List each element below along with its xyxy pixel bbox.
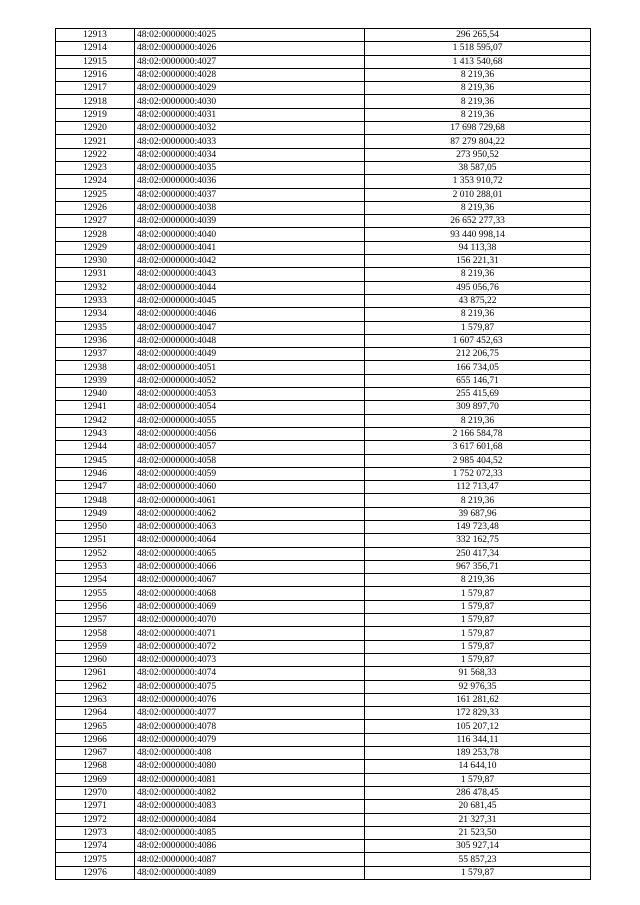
cadastral-value-cell: 1 579,87 xyxy=(365,614,591,627)
row-number-cell: 12917 xyxy=(56,82,135,95)
row-number-cell: 12976 xyxy=(56,866,135,879)
cadastral-number-cell: 48:02:0000000:4037 xyxy=(135,188,365,201)
cadastral-number-cell: 48:02:0000000:4028 xyxy=(135,68,365,81)
table-row xyxy=(56,294,591,307)
row-number-cell: 12959 xyxy=(56,640,135,653)
cadastral-number-cell: 48:02:0000000:4029 xyxy=(135,82,365,95)
cadastral-number-cell: 48:02:0000000:4039 xyxy=(135,215,365,228)
cadastral-number-cell: 48:02:0000000:4046 xyxy=(135,308,365,321)
cadastral-value-cell: 8 219,36 xyxy=(365,108,591,121)
row-number-cell: 12946 xyxy=(56,467,135,480)
cadastral-number-cell: 48:02:0000000:4076 xyxy=(135,693,365,706)
row-number-cell: 12957 xyxy=(56,614,135,627)
cadastral-number-cell: 48:02:0000000:4040 xyxy=(135,228,365,241)
cadastral-value-cell: 94 113,38 xyxy=(365,241,591,254)
cadastral-value-cell: 655 146,71 xyxy=(365,374,591,387)
row-number-cell: 12915 xyxy=(56,55,135,68)
cadastral-number-cell: 48:02:0000000:4027 xyxy=(135,55,365,68)
row-number-cell: 12922 xyxy=(56,148,135,161)
cadastral-value-cell: 255 415,69 xyxy=(365,388,591,401)
cadastral-value-cell: 273 950,52 xyxy=(365,148,591,161)
table-row xyxy=(56,866,591,879)
cadastral-number-cell: 48:02:0000000:4052 xyxy=(135,374,365,387)
cadastral-value-cell: 116 344,11 xyxy=(365,733,591,746)
cadastral-value-cell: 296 265,54 xyxy=(365,29,591,42)
cadastral-number-cell: 48:02:0000000:4041 xyxy=(135,241,365,254)
table-body xyxy=(56,29,591,880)
row-number-cell: 12955 xyxy=(56,587,135,600)
row-number-cell: 12934 xyxy=(56,308,135,321)
row-number-cell: 12973 xyxy=(56,826,135,839)
row-number-cell: 12930 xyxy=(56,255,135,268)
row-number-cell: 12970 xyxy=(56,786,135,799)
row-number-cell: 12916 xyxy=(56,68,135,81)
cadastral-value-table xyxy=(55,28,591,880)
cadastral-value-cell: 1 413 540,68 xyxy=(365,55,591,68)
row-number-cell: 12938 xyxy=(56,361,135,374)
cadastral-number-cell: 48:02:0000000:4080 xyxy=(135,760,365,773)
cadastral-value-cell: 93 440 998,14 xyxy=(365,228,591,241)
row-number-cell: 12951 xyxy=(56,534,135,547)
cadastral-number-cell: 48:02:0000000:4085 xyxy=(135,826,365,839)
cadastral-number-cell: 48:02:0000000:4032 xyxy=(135,122,365,135)
table-row xyxy=(56,786,591,799)
row-number-cell: 12954 xyxy=(56,574,135,587)
table-row xyxy=(56,414,591,427)
row-number-cell: 12965 xyxy=(56,720,135,733)
table-row xyxy=(56,148,591,161)
cadastral-value-cell: 161 281,62 xyxy=(365,693,591,706)
row-number-cell: 12928 xyxy=(56,228,135,241)
table-row xyxy=(56,773,591,786)
cadastral-value-cell: 250 417,34 xyxy=(365,547,591,560)
cadastral-value-cell: 1 579,87 xyxy=(365,866,591,879)
table-row xyxy=(56,308,591,321)
cadastral-number-cell: 48:02:0000000:4064 xyxy=(135,534,365,547)
table-row xyxy=(56,520,591,533)
cadastral-number-cell: 48:02:0000000:4033 xyxy=(135,135,365,148)
cadastral-value-cell: 967 356,71 xyxy=(365,560,591,573)
cadastral-value-cell: 332 162,75 xyxy=(365,534,591,547)
table-row xyxy=(56,760,591,773)
cadastral-number-cell: 48:02:0000000:4053 xyxy=(135,388,365,401)
cadastral-value-cell: 309 897,70 xyxy=(365,401,591,414)
cadastral-value-cell: 14 644,10 xyxy=(365,760,591,773)
cadastral-value-cell: 2 985 404,52 xyxy=(365,454,591,467)
table-row xyxy=(56,334,591,347)
table-row xyxy=(56,733,591,746)
table-row xyxy=(56,374,591,387)
cadastral-value-cell: 1 607 452,63 xyxy=(365,334,591,347)
table-row xyxy=(56,614,591,627)
table-row xyxy=(56,55,591,68)
cadastral-value-cell: 8 219,36 xyxy=(365,268,591,281)
cadastral-number-cell: 48:02:0000000:4030 xyxy=(135,95,365,108)
table-row xyxy=(56,800,591,813)
cadastral-number-cell: 48:02:0000000:4075 xyxy=(135,680,365,693)
row-number-cell: 12942 xyxy=(56,414,135,427)
cadastral-number-cell: 48:02:0000000:4069 xyxy=(135,600,365,613)
table-row xyxy=(56,707,591,720)
cadastral-number-cell: 48:02:0000000:4038 xyxy=(135,201,365,214)
row-number-cell: 12932 xyxy=(56,281,135,294)
cadastral-value-cell: 1 353 910,72 xyxy=(365,175,591,188)
table-row xyxy=(56,201,591,214)
table-row xyxy=(56,853,591,866)
table-row xyxy=(56,388,591,401)
cadastral-number-cell: 48:02:0000000:4051 xyxy=(135,361,365,374)
table-row xyxy=(56,122,591,135)
cadastral-value-cell: 156 221,31 xyxy=(365,255,591,268)
cadastral-number-cell: 48:02:0000000:4081 xyxy=(135,773,365,786)
cadastral-number-cell: 48:02:0000000:4045 xyxy=(135,294,365,307)
table-row xyxy=(56,108,591,121)
cadastral-value-cell: 1 579,87 xyxy=(365,600,591,613)
cadastral-number-cell: 48:02:0000000:4084 xyxy=(135,813,365,826)
cadastral-value-cell: 38 587,05 xyxy=(365,161,591,174)
cadastral-value-cell: 1 518 595,07 xyxy=(365,42,591,55)
row-number-cell: 12913 xyxy=(56,29,135,42)
table-row xyxy=(56,215,591,228)
row-number-cell: 12919 xyxy=(56,108,135,121)
cadastral-number-cell: 48:02:0000000:4078 xyxy=(135,720,365,733)
cadastral-number-cell: 48:02:0000000:4060 xyxy=(135,481,365,494)
table-row xyxy=(56,494,591,507)
cadastral-value-cell: 1 579,87 xyxy=(365,587,591,600)
cadastral-value-cell: 43 875,22 xyxy=(365,294,591,307)
table-row xyxy=(56,720,591,733)
row-number-cell: 12945 xyxy=(56,454,135,467)
cadastral-number-cell: 48:02:0000000:4072 xyxy=(135,640,365,653)
cadastral-number-cell: 48:02:0000000:4061 xyxy=(135,494,365,507)
cadastral-number-cell: 48:02:0000000:4059 xyxy=(135,467,365,480)
cadastral-number-cell: 48:02:0000000:4055 xyxy=(135,414,365,427)
cadastral-value-cell: 1 579,87 xyxy=(365,640,591,653)
cadastral-number-cell: 48:02:0000000:4079 xyxy=(135,733,365,746)
cadastral-number-cell: 48:02:0000000:4074 xyxy=(135,667,365,680)
table-row xyxy=(56,188,591,201)
row-number-cell: 12974 xyxy=(56,840,135,853)
cadastral-number-cell: 48:02:0000000:4068 xyxy=(135,587,365,600)
cadastral-number-cell: 48:02:0000000:4058 xyxy=(135,454,365,467)
row-number-cell: 12933 xyxy=(56,294,135,307)
cadastral-number-cell: 48:02:0000000:4070 xyxy=(135,614,365,627)
table-row xyxy=(56,507,591,520)
row-number-cell: 12944 xyxy=(56,441,135,454)
row-number-cell: 12941 xyxy=(56,401,135,414)
row-number-cell: 12967 xyxy=(56,747,135,760)
table-row xyxy=(56,587,591,600)
row-number-cell: 12975 xyxy=(56,853,135,866)
row-number-cell: 12921 xyxy=(56,135,135,148)
table-row xyxy=(56,454,591,467)
cadastral-value-cell: 1 579,87 xyxy=(365,773,591,786)
cadastral-number-cell: 48:02:0000000:4077 xyxy=(135,707,365,720)
table-row xyxy=(56,427,591,440)
cadastral-value-cell: 112 713,47 xyxy=(365,481,591,494)
cadastral-number-cell: 48:02:0000000:4062 xyxy=(135,507,365,520)
row-number-cell: 12936 xyxy=(56,334,135,347)
cadastral-value-cell: 8 219,36 xyxy=(365,82,591,95)
cadastral-number-cell: 48:02:0000000:4065 xyxy=(135,547,365,560)
table-row xyxy=(56,68,591,81)
cadastral-value-cell: 8 219,36 xyxy=(365,414,591,427)
table-row xyxy=(56,161,591,174)
row-number-cell: 12961 xyxy=(56,667,135,680)
table-row xyxy=(56,241,591,254)
cadastral-value-cell: 92 976,35 xyxy=(365,680,591,693)
row-number-cell: 12953 xyxy=(56,560,135,573)
row-number-cell: 12971 xyxy=(56,800,135,813)
cadastral-value-cell: 2 166 584,78 xyxy=(365,427,591,440)
row-number-cell: 12920 xyxy=(56,122,135,135)
row-number-cell: 12960 xyxy=(56,653,135,666)
table-row xyxy=(56,29,591,42)
table-row xyxy=(56,826,591,839)
cadastral-number-cell: 48:02:0000000:4087 xyxy=(135,853,365,866)
table-row xyxy=(56,534,591,547)
cadastral-number-cell: 48:02:0000000:4043 xyxy=(135,268,365,281)
row-number-cell: 12949 xyxy=(56,507,135,520)
cadastral-number-cell: 48:02:0000000:4034 xyxy=(135,148,365,161)
table-row xyxy=(56,627,591,640)
cadastral-value-cell: 8 219,36 xyxy=(365,201,591,214)
row-number-cell: 12914 xyxy=(56,42,135,55)
row-number-cell: 12935 xyxy=(56,321,135,334)
table-row xyxy=(56,95,591,108)
cadastral-value-cell: 172 829,33 xyxy=(365,707,591,720)
cadastral-value-cell: 212 206,75 xyxy=(365,348,591,361)
cadastral-value-cell: 17 698 729,68 xyxy=(365,122,591,135)
cadastral-number-cell: 48:02:0000000:4063 xyxy=(135,520,365,533)
row-number-cell: 12950 xyxy=(56,520,135,533)
row-number-cell: 12952 xyxy=(56,547,135,560)
cadastral-value-cell: 91 568,33 xyxy=(365,667,591,680)
cadastral-number-cell: 48:02:0000000:4073 xyxy=(135,653,365,666)
table-row xyxy=(56,693,591,706)
table-row xyxy=(56,441,591,454)
cadastral-value-cell: 495 056,76 xyxy=(365,281,591,294)
cadastral-value-cell: 1 579,87 xyxy=(365,321,591,334)
row-number-cell: 12963 xyxy=(56,693,135,706)
cadastral-number-cell: 48:02:0000000:4042 xyxy=(135,255,365,268)
cadastral-number-cell: 48:02:0000000:4054 xyxy=(135,401,365,414)
cadastral-number-cell: 48:02:0000000:4067 xyxy=(135,574,365,587)
cadastral-value-cell: 189 253,78 xyxy=(365,747,591,760)
table-row xyxy=(56,268,591,281)
table-row xyxy=(56,228,591,241)
cadastral-number-cell: 48:02:0000000:4047 xyxy=(135,321,365,334)
cadastral-number-cell: 48:02:0000000:4066 xyxy=(135,560,365,573)
cadastral-value-cell: 20 681,45 xyxy=(365,800,591,813)
cadastral-number-cell: 48:02:0000000:4036 xyxy=(135,175,365,188)
cadastral-number-cell: 48:02:0000000:408 xyxy=(135,747,365,760)
cadastral-number-cell: 48:02:0000000:4056 xyxy=(135,427,365,440)
cadastral-value-cell: 21 327,31 xyxy=(365,813,591,826)
row-number-cell: 12931 xyxy=(56,268,135,281)
row-number-cell: 12972 xyxy=(56,813,135,826)
table-row xyxy=(56,600,591,613)
cadastral-number-cell: 48:02:0000000:4071 xyxy=(135,627,365,640)
cadastral-value-cell: 1 752 072,33 xyxy=(365,467,591,480)
cadastral-number-cell: 48:02:0000000:4026 xyxy=(135,42,365,55)
row-number-cell: 12947 xyxy=(56,481,135,494)
cadastral-number-cell: 48:02:0000000:4035 xyxy=(135,161,365,174)
table-row xyxy=(56,348,591,361)
cadastral-value-cell: 26 652 277,33 xyxy=(365,215,591,228)
row-number-cell: 12929 xyxy=(56,241,135,254)
row-number-cell: 12958 xyxy=(56,627,135,640)
cadastral-value-cell: 1 579,87 xyxy=(365,627,591,640)
row-number-cell: 12956 xyxy=(56,600,135,613)
table-row xyxy=(56,82,591,95)
table-row xyxy=(56,135,591,148)
table-row xyxy=(56,813,591,826)
row-number-cell: 12937 xyxy=(56,348,135,361)
cadastral-number-cell: 48:02:0000000:4086 xyxy=(135,840,365,853)
cadastral-value-cell: 2 010 288,01 xyxy=(365,188,591,201)
cadastral-value-cell: 39 687,96 xyxy=(365,507,591,520)
row-number-cell: 12943 xyxy=(56,427,135,440)
cadastral-number-cell: 48:02:0000000:4083 xyxy=(135,800,365,813)
table-row xyxy=(56,321,591,334)
cadastral-value-cell: 87 279 804,22 xyxy=(365,135,591,148)
cadastral-number-cell: 48:02:0000000:4025 xyxy=(135,29,365,42)
cadastral-number-cell: 48:02:0000000:4089 xyxy=(135,866,365,879)
cadastral-value-cell: 1 579,87 xyxy=(365,653,591,666)
cadastral-number-cell: 48:02:0000000:4057 xyxy=(135,441,365,454)
row-number-cell: 12964 xyxy=(56,707,135,720)
table-row xyxy=(56,547,591,560)
table-row xyxy=(56,467,591,480)
row-number-cell: 12925 xyxy=(56,188,135,201)
table-row xyxy=(56,361,591,374)
table-row xyxy=(56,653,591,666)
row-number-cell: 12969 xyxy=(56,773,135,786)
row-number-cell: 12924 xyxy=(56,175,135,188)
cadastral-value-cell: 8 219,36 xyxy=(365,494,591,507)
table-row xyxy=(56,747,591,760)
table-row xyxy=(56,481,591,494)
table-row xyxy=(56,667,591,680)
table-row xyxy=(56,840,591,853)
table-row xyxy=(56,574,591,587)
cadastral-value-cell: 286 478,45 xyxy=(365,786,591,799)
cadastral-number-cell: 48:02:0000000:4044 xyxy=(135,281,365,294)
cadastral-value-cell: 8 219,36 xyxy=(365,68,591,81)
table-row xyxy=(56,401,591,414)
row-number-cell: 12940 xyxy=(56,388,135,401)
row-number-cell: 12948 xyxy=(56,494,135,507)
row-number-cell: 12966 xyxy=(56,733,135,746)
cadastral-number-cell: 48:02:0000000:4048 xyxy=(135,334,365,347)
cadastral-number-cell: 48:02:0000000:4049 xyxy=(135,348,365,361)
table-row xyxy=(56,175,591,188)
row-number-cell: 12939 xyxy=(56,374,135,387)
cadastral-value-cell: 55 857,23 xyxy=(365,853,591,866)
table-row xyxy=(56,640,591,653)
row-number-cell: 12968 xyxy=(56,760,135,773)
table-row xyxy=(56,255,591,268)
cadastral-value-cell: 8 219,36 xyxy=(365,308,591,321)
row-number-cell: 12927 xyxy=(56,215,135,228)
cadastral-value-cell: 21 523,50 xyxy=(365,826,591,839)
row-number-cell: 12923 xyxy=(56,161,135,174)
table-row xyxy=(56,680,591,693)
table-row xyxy=(56,560,591,573)
table-row xyxy=(56,281,591,294)
cadastral-value-cell: 166 734,05 xyxy=(365,361,591,374)
row-number-cell: 12962 xyxy=(56,680,135,693)
cadastral-number-cell: 48:02:0000000:4082 xyxy=(135,786,365,799)
row-number-cell: 12918 xyxy=(56,95,135,108)
cadastral-value-cell: 8 219,36 xyxy=(365,574,591,587)
cadastral-value-cell: 149 723,48 xyxy=(365,520,591,533)
table-row xyxy=(56,42,591,55)
cadastral-value-cell: 3 617 601,68 xyxy=(365,441,591,454)
row-number-cell: 12926 xyxy=(56,201,135,214)
cadastral-value-cell: 305 927,14 xyxy=(365,840,591,853)
cadastral-value-cell: 8 219,36 xyxy=(365,95,591,108)
cadastral-value-cell: 105 207,12 xyxy=(365,720,591,733)
cadastral-number-cell: 48:02:0000000:4031 xyxy=(135,108,365,121)
